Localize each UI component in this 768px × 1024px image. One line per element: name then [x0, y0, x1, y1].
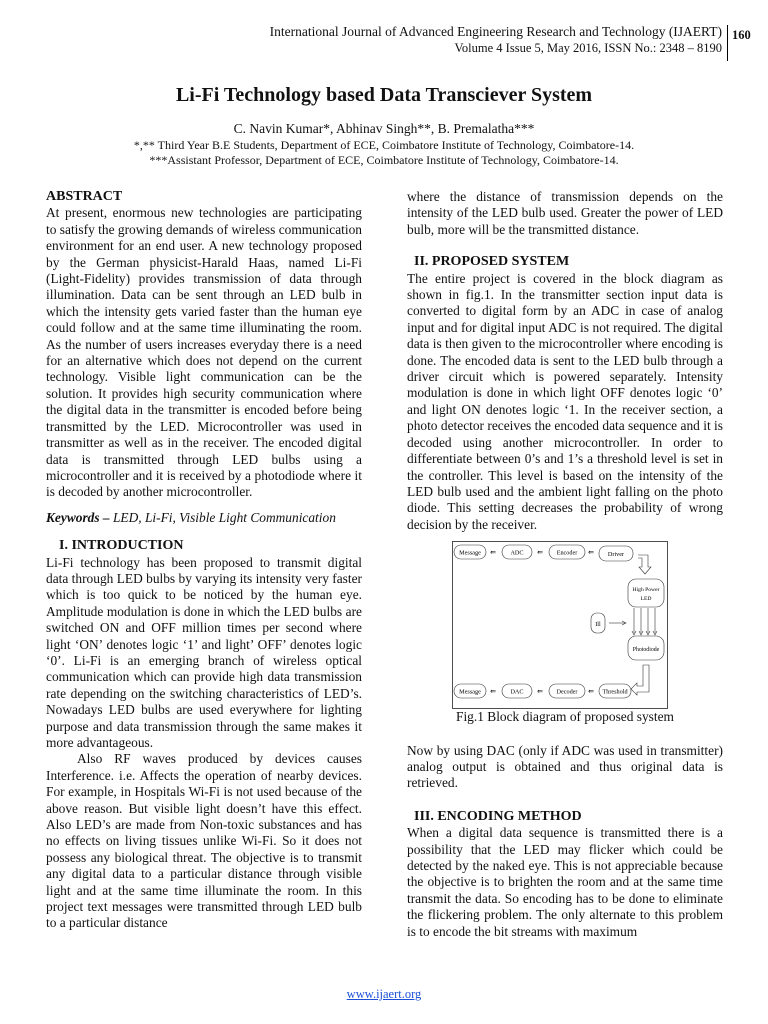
message-rx-label: Message	[459, 688, 481, 696]
block-diagram	[452, 541, 668, 709]
led-label-line1: High Power	[632, 587, 660, 594]
footer-website-link[interactable]: www.ijaert.org	[346, 987, 422, 1001]
arrow-rx-1: ⇐	[490, 687, 496, 696]
decoder-label: Decoder	[556, 688, 578, 696]
intro-paragraph-3: where the distance of transmission depends on the intensity of the LED bulb used. Greater the power of LED bulb, more will be the transmitted distance.	[407, 189, 723, 237]
abstract-text: At present, enormous new technologies are participating to satisfy the growing demands of wireless communication environment for an end user. A new technology proposed by the German physicist-Harald Haas, named Li-Fi (Light-Fidelity) provides transmission of data through illumination. Data can be sent through an LED bulb in which the intensity gets varied faster than the human eye could follow and at the same time illuminating the room. As the number of users increases everyday there is a need for an alternative which does not depend on the current technology. Visible light communication can be the solution. It provides high security communication where the digital data in the transmitter is encoded before being transmitted by the LED. Microcontroller was used in transmitter as well as in the receiver. The encoded digital data is transmitted through LED bulbs using a microcontroller and it is received by a photodiode where it is decoded by another microcontroller.	[46, 205, 362, 500]
journal-volume: Volume 4 Issue 5, May 2016, ISSN No.: 2348 – 8190	[454, 41, 722, 55]
abstract-heading: ABSTRACT	[46, 189, 123, 204]
arrow-driver-led	[638, 555, 651, 574]
intro-paragraph-1: Li-Fi technology has been proposed to transmit digital data through LED bulbs by varying its intensity very faster which is too quick to be noticed by the human eye. Amplitude modulation is done in which the LED bulbs are switched ON and OFF million times per second where light ‘ON’ denotes logic ‘1’ and light’ OFF’ denotes logic ‘0’. Li-Fi is an emerging branch of wireless optical communication which can provide high data transmission rate depending on the switching characteristics of LED’s. Nowadays LED bulbs are used everywhere for lighting purpose and data transmission through the same makes it more advantageous.	[46, 554, 362, 750]
ill-label: Ill	[595, 621, 601, 629]
section-proposed-heading: II. PROPOSED SYSTEM	[414, 254, 570, 270]
section-introduction-heading: I. INTRODUCTION	[59, 538, 184, 554]
figure-caption: Fig.1 Block diagram of proposed system	[456, 709, 674, 725]
photodiode-label: Photodiode	[632, 647, 660, 654]
arrow-tx-1: ⇐	[490, 548, 496, 557]
threshold-label: Threshold	[602, 688, 628, 696]
dac-label: DAC	[510, 688, 524, 696]
proposed-paragraph-1: The entire project is covered in the block diagram as shown in fig.1. In the transmitter section input data is converted to digital form by an ADC in case of analog input and for digital input ADC is not required. The digital data is then given to the microcontroller where encoding is done. The encoded data is sent to the LED bulb through a driver circuit which is powered separately. Intensity modulation is done in which light OFF denotes logic ‘0’ and light ON denotes logic ‘1. In the receiver section, a photo detector receives the encoded data sequence and it is decoded using another microcontroller. In order to differentiate between 0’s and 1’s a threshold level is set in the controller. This level is based on the intensity of the LED bulb used and the ambient light falling on the photo diode. This setting decreases the probability of wrong decision by the receiver.	[407, 270, 723, 532]
figure-border	[453, 542, 668, 709]
arrow-rx-2: ⇐	[537, 687, 543, 696]
led-label-line2: LED	[640, 596, 652, 603]
keywords-label: Keywords –	[46, 509, 110, 525]
header-divider	[727, 25, 728, 61]
journal-header	[270, 24, 722, 56]
driver-label: Driver	[607, 551, 625, 559]
adc-label: ADC	[510, 549, 524, 557]
arrow-tx-2: ⇐	[537, 548, 543, 557]
authors: C. Navin Kumar*, Abhinav Singh**, B. Premalatha***	[233, 121, 535, 136]
arrow-tx-3: ⇐	[588, 548, 594, 557]
paper-title: Li-Fi Technology based Data Transciever System	[175, 84, 593, 106]
proposed-paragraph-2: Now by using DAC (only if ADC was used in transmitter) analog output is obtained and thus original data is retrieved.	[407, 742, 723, 791]
journal-name: International Journal of Advanced Engineering Research and Technology (IJAERT)	[269, 24, 722, 39]
section-encoding-heading: III. ENCODING METHOD	[414, 808, 582, 824]
encoding-paragraph-1: When a digital data sequence is transmitted there is a possibility that the LED may flicker which could be detected by the naked eye. This is not appreciable because the objective is to brighten the room and at the same time transmit the data. So encoding has to be done to eliminate the flickering problem. The only alternate to this problem is to encode the bit streams with maximum	[407, 825, 723, 939]
encoder-label: Encoder	[556, 549, 578, 557]
left-column	[46, 189, 362, 932]
arrow-photodiode-threshold	[631, 665, 649, 695]
affiliation-students: *,** Third Year B.E Students, Department of ECE, Coimbatore Institute of Technology, Coimbatore-14.	[133, 138, 635, 152]
led-block	[628, 579, 664, 607]
keywords-text: LED, Li-Fi, Visible Light Communication	[109, 509, 336, 525]
affiliation-professor: ***Assistant Professor, Department of ECE, Coimbatore Institute of Technology, Coimbatore-14.	[149, 153, 619, 167]
intro-paragraph-2: Also RF waves produced by devices causes Interference. i.e. Affects the operation of nearby devices. For example, in Hospitals Wi-Fi is not used because of the above reason. But visible light doesn’t have this effect. Also LED’s are made from Non-toxic substances and has no effects on living tissues unlike Wi-Fi. So it does not possess any biological threat. The objective is to transmit any digital data to a particular distance through visible light and at the same time illuminate the room. In this project text messages were transmitted through LED bulb to a particular distance	[46, 751, 362, 931]
page-number: 160	[732, 28, 751, 42]
message-tx-label: Message	[459, 549, 481, 557]
keywords	[46, 510, 362, 526]
right-column	[407, 189, 723, 940]
arrow-rx-3: ⇐	[588, 687, 594, 696]
ray-arrowheads	[632, 631, 657, 635]
block-diagram-figure	[452, 541, 668, 709]
